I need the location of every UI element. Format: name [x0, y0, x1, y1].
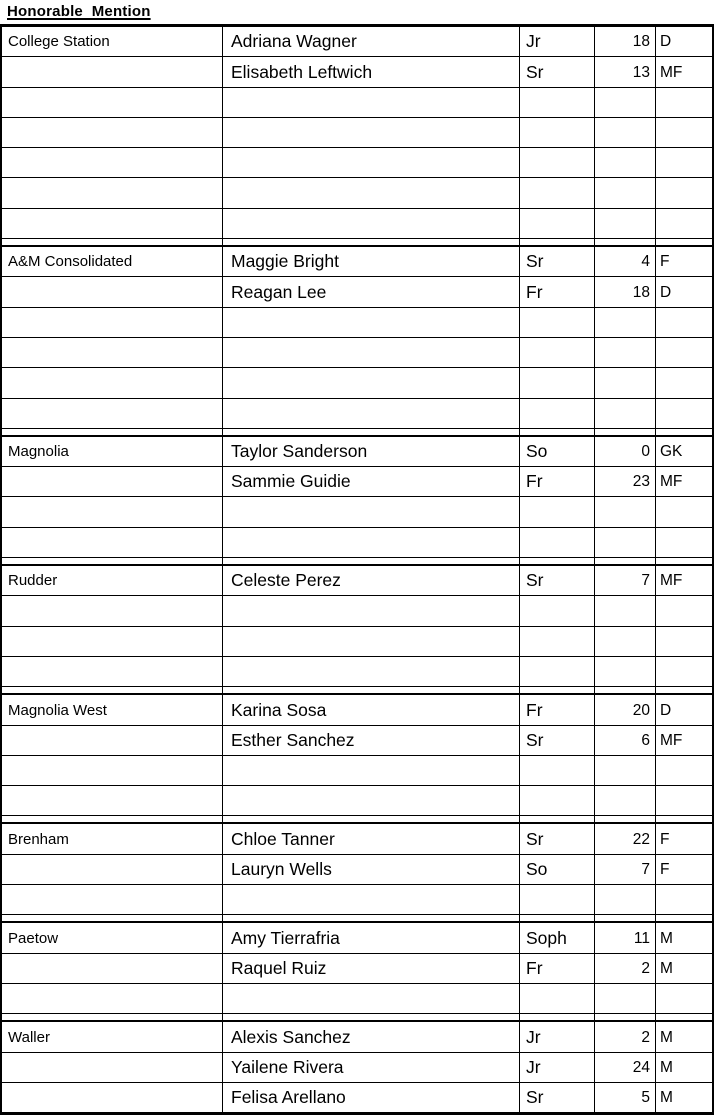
class-cell: [520, 118, 595, 147]
empty-row: [2, 528, 712, 558]
number-cell: [595, 558, 656, 564]
class-cell: [520, 178, 595, 207]
player-name-cell: [223, 657, 520, 686]
empty-row: [2, 657, 712, 687]
number-cell: 6: [595, 726, 656, 755]
class-cell: Sr: [520, 247, 595, 276]
number-cell: 20: [595, 695, 656, 724]
position-cell: M: [660, 1058, 673, 1076]
player-name-cell: Adriana Wagner: [223, 27, 520, 56]
school-cell: [2, 399, 223, 428]
position-cell: [656, 399, 712, 428]
position-cell: MF: [660, 63, 683, 81]
page-title: Honorable Mention: [7, 3, 151, 20]
number-cell: [595, 308, 656, 337]
position-cell: [656, 118, 712, 147]
position-cell: [656, 596, 712, 625]
position-cell: MF: [660, 572, 683, 590]
class-cell: [520, 368, 595, 397]
player-row: [2, 277, 712, 307]
player-name-cell: Celeste Perez: [223, 566, 520, 595]
class-cell: [520, 657, 595, 686]
school-cell: [2, 558, 223, 564]
position-cell: GK: [660, 443, 683, 461]
player-name-cell: Chloe Tanner: [223, 824, 520, 853]
class-cell: [520, 816, 595, 822]
class-cell: [520, 528, 595, 557]
player-name-cell: [223, 558, 520, 564]
school-cell: A&M Consolidated: [2, 247, 223, 276]
class-cell: [520, 687, 595, 693]
number-cell: [595, 118, 656, 147]
number-cell: [595, 657, 656, 686]
number-cell: [595, 528, 656, 557]
player-name-cell: Elisabeth Leftwich: [223, 57, 520, 86]
school-cell: [2, 627, 223, 656]
school-cell: [2, 209, 223, 238]
class-cell: Sr: [520, 726, 595, 755]
position-cell: [656, 368, 712, 397]
number-cell: 0: [595, 437, 656, 466]
player-name-cell: [223, 178, 520, 207]
position-cell: [656, 816, 712, 822]
school-cell: [2, 1053, 223, 1082]
class-cell: Sr: [520, 824, 595, 853]
class-cell: [520, 915, 595, 921]
school-cell: Rudder: [2, 566, 223, 595]
school-cell: [2, 915, 223, 921]
school-cell: [2, 118, 223, 147]
position-cell: [656, 239, 712, 245]
class-cell: [520, 88, 595, 117]
position-cell: [656, 756, 712, 785]
number-cell: 18: [595, 27, 656, 56]
player-name-cell: [223, 209, 520, 238]
position-cell: D: [660, 701, 672, 719]
position-cell: [656, 786, 712, 815]
player-name-cell: Felisa Arellano: [223, 1083, 520, 1112]
player-name-cell: [223, 687, 520, 693]
number-cell: [595, 178, 656, 207]
empty-row: [2, 88, 712, 118]
school-cell: [2, 467, 223, 496]
empty-row: [2, 338, 712, 368]
position-cell: M: [660, 1028, 673, 1046]
player-row: [2, 954, 712, 984]
number-cell: [595, 429, 656, 435]
empty-row: [2, 756, 712, 786]
player-row: [2, 726, 712, 756]
player-row: [2, 467, 712, 497]
player-row: [2, 437, 712, 467]
school-cell: [2, 88, 223, 117]
position-cell: D: [660, 33, 672, 51]
class-cell: [520, 308, 595, 337]
school-cell: [2, 596, 223, 625]
number-cell: [595, 687, 656, 693]
school-cell: [2, 954, 223, 983]
player-row: [2, 566, 712, 596]
school-cell: [2, 528, 223, 557]
class-cell: [520, 984, 595, 1013]
school-cell: Paetow: [2, 923, 223, 952]
position-cell: [656, 88, 712, 117]
player-name-cell: [223, 1014, 520, 1020]
number-cell: 23: [595, 467, 656, 496]
class-cell: So: [520, 437, 595, 466]
class-cell: [520, 756, 595, 785]
school-cell: [2, 1083, 223, 1112]
class-cell: Sr: [520, 566, 595, 595]
number-cell: 7: [595, 855, 656, 884]
player-name-cell: [223, 984, 520, 1013]
player-name-cell: Maggie Bright: [223, 247, 520, 276]
player-name-cell: Esther Sanchez: [223, 726, 520, 755]
player-name-cell: [223, 148, 520, 177]
school-cell: [2, 308, 223, 337]
school-cell: [2, 816, 223, 822]
position-cell: [656, 915, 712, 921]
player-row: [2, 57, 712, 87]
number-cell: [595, 209, 656, 238]
class-cell: Fr: [520, 467, 595, 496]
player-name-cell: [223, 915, 520, 921]
player-name-cell: Karina Sosa: [223, 695, 520, 724]
class-cell: Jr: [520, 1053, 595, 1082]
empty-row: [2, 786, 712, 816]
position-cell: [656, 885, 712, 914]
school-cell: [2, 178, 223, 207]
class-cell: [520, 239, 595, 245]
player-row: [2, 1053, 712, 1083]
class-cell: Sr: [520, 57, 595, 86]
school-cell: College Station: [2, 27, 223, 56]
position-cell: F: [660, 861, 670, 879]
player-name-cell: Amy Tierrafria: [223, 923, 520, 952]
section-spacer-row: [2, 239, 712, 247]
number-cell: [595, 596, 656, 625]
position-cell: [656, 687, 712, 693]
player-name-cell: [223, 308, 520, 337]
number-cell: [595, 1014, 656, 1020]
position-cell: [656, 1014, 712, 1020]
player-row: [2, 27, 712, 57]
school-cell: [2, 338, 223, 367]
number-cell: 2: [595, 954, 656, 983]
position-cell: MF: [660, 473, 683, 491]
school-cell: [2, 57, 223, 86]
player-row: [2, 247, 712, 277]
player-name-cell: Reagan Lee: [223, 277, 520, 306]
page: [0, 3, 714, 1118]
class-cell: Fr: [520, 277, 595, 306]
class-cell: [520, 885, 595, 914]
player-name-cell: Lauryn Wells: [223, 855, 520, 884]
player-name-cell: [223, 756, 520, 785]
school-cell: [2, 726, 223, 755]
number-cell: [595, 816, 656, 822]
number-cell: 5: [595, 1083, 656, 1112]
position-cell: [656, 308, 712, 337]
class-cell: [520, 497, 595, 526]
number-cell: [595, 338, 656, 367]
class-cell: [520, 596, 595, 625]
empty-row: [2, 984, 712, 1014]
number-cell: 22: [595, 824, 656, 853]
player-row: [2, 855, 712, 885]
school-cell: [2, 855, 223, 884]
empty-row: [2, 148, 712, 178]
class-cell: Sr: [520, 1083, 595, 1112]
class-cell: [520, 148, 595, 177]
section-spacer-row: [2, 1014, 712, 1022]
school-cell: [2, 984, 223, 1013]
number-cell: 7: [595, 566, 656, 595]
number-cell: [595, 239, 656, 245]
position-cell: [656, 429, 712, 435]
empty-row: [2, 627, 712, 657]
empty-row: [2, 118, 712, 148]
section-spacer-row: [2, 558, 712, 566]
empty-row: [2, 497, 712, 527]
player-name-cell: [223, 627, 520, 656]
number-cell: 18: [595, 277, 656, 306]
player-name-cell: [223, 368, 520, 397]
school-cell: [2, 885, 223, 914]
position-cell: [656, 178, 712, 207]
player-row: [2, 824, 712, 854]
class-cell: [520, 786, 595, 815]
number-cell: [595, 497, 656, 526]
empty-row: [2, 399, 712, 429]
school-cell: Magnolia West: [2, 695, 223, 724]
school-cell: Waller: [2, 1022, 223, 1051]
class-cell: [520, 429, 595, 435]
player-name-cell: Raquel Ruiz: [223, 954, 520, 983]
class-cell: Jr: [520, 27, 595, 56]
school-cell: [2, 1014, 223, 1020]
number-cell: [595, 627, 656, 656]
school-cell: [2, 756, 223, 785]
player-name-cell: [223, 338, 520, 367]
player-row: [2, 923, 712, 953]
number-cell: 24: [595, 1053, 656, 1082]
empty-row: [2, 209, 712, 239]
class-cell: Fr: [520, 954, 595, 983]
empty-row: [2, 885, 712, 915]
class-cell: Jr: [520, 1022, 595, 1051]
player-name-cell: [223, 239, 520, 245]
class-cell: [520, 399, 595, 428]
number-cell: [595, 915, 656, 921]
player-row: [2, 695, 712, 725]
player-name-cell: [223, 88, 520, 117]
position-cell: [656, 497, 712, 526]
school-cell: [2, 786, 223, 815]
number-cell: [595, 756, 656, 785]
player-name-cell: [223, 816, 520, 822]
class-cell: Fr: [520, 695, 595, 724]
section-spacer-row: [2, 429, 712, 437]
position-cell: [656, 984, 712, 1013]
number-cell: [595, 368, 656, 397]
school-cell: [2, 239, 223, 245]
class-cell: Soph: [520, 923, 595, 952]
number-cell: 2: [595, 1022, 656, 1051]
class-cell: [520, 338, 595, 367]
number-cell: 4: [595, 247, 656, 276]
section-spacer-row: [2, 816, 712, 824]
school-cell: [2, 429, 223, 435]
class-cell: [520, 1014, 595, 1020]
position-cell: M: [660, 1088, 673, 1106]
empty-row: [2, 368, 712, 398]
player-name-cell: [223, 429, 520, 435]
number-cell: 13: [595, 57, 656, 86]
section-spacer-row: [2, 915, 712, 923]
player-name-cell: Taylor Sanderson: [223, 437, 520, 466]
player-row: [2, 1022, 712, 1052]
player-name-cell: Sammie Guidie: [223, 467, 520, 496]
honorable-mention-table: [0, 24, 714, 1115]
number-cell: 11: [595, 923, 656, 952]
player-name-cell: Alexis Sanchez: [223, 1022, 520, 1051]
school-cell: [2, 277, 223, 306]
class-cell: So: [520, 855, 595, 884]
school-cell: [2, 687, 223, 693]
player-name-cell: Yailene Rivera: [223, 1053, 520, 1082]
empty-row: [2, 596, 712, 626]
player-name-cell: [223, 885, 520, 914]
class-cell: [520, 209, 595, 238]
player-name-cell: [223, 596, 520, 625]
number-cell: [595, 399, 656, 428]
player-name-cell: [223, 497, 520, 526]
empty-row: [2, 178, 712, 208]
player-name-cell: [223, 399, 520, 428]
position-cell: [656, 528, 712, 557]
school-cell: Magnolia: [2, 437, 223, 466]
position-cell: [656, 657, 712, 686]
school-cell: [2, 657, 223, 686]
position-cell: F: [660, 253, 670, 271]
player-name-cell: [223, 528, 520, 557]
position-cell: MF: [660, 731, 683, 749]
section-spacer-row: [2, 687, 712, 695]
number-cell: [595, 786, 656, 815]
empty-row: [2, 308, 712, 338]
number-cell: [595, 885, 656, 914]
position-cell: D: [660, 283, 672, 301]
position-cell: M: [660, 929, 673, 947]
class-cell: [520, 558, 595, 564]
position-cell: [656, 338, 712, 367]
position-cell: [656, 148, 712, 177]
school-cell: [2, 368, 223, 397]
player-name-cell: [223, 786, 520, 815]
player-name-cell: [223, 118, 520, 147]
class-cell: [520, 627, 595, 656]
school-cell: Brenham: [2, 824, 223, 853]
number-cell: [595, 984, 656, 1013]
position-cell: [656, 558, 712, 564]
position-cell: [656, 209, 712, 238]
position-cell: M: [660, 959, 673, 977]
position-cell: [656, 627, 712, 656]
number-cell: [595, 148, 656, 177]
player-row: [2, 1083, 712, 1112]
number-cell: [595, 88, 656, 117]
school-cell: [2, 148, 223, 177]
school-cell: [2, 497, 223, 526]
position-cell: F: [660, 830, 670, 848]
